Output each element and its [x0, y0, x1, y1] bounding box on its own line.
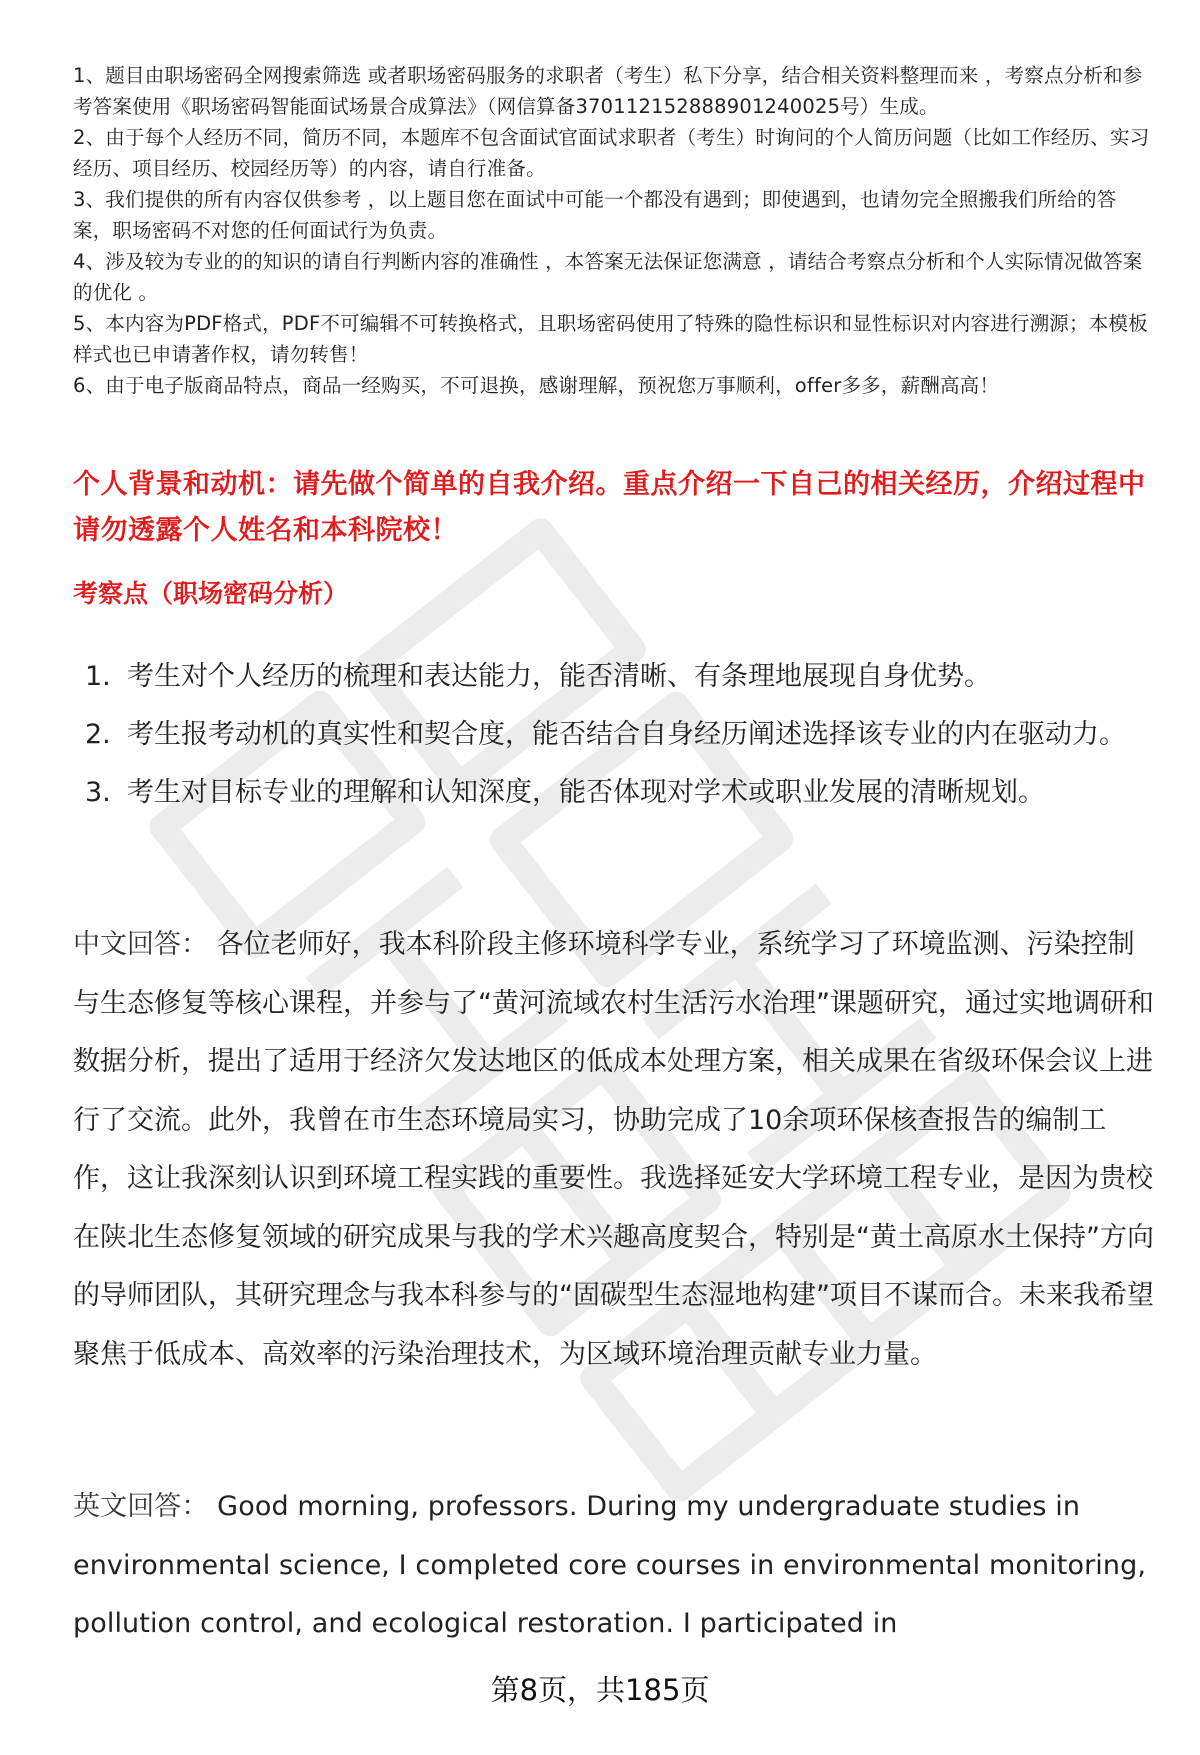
- english-answer: [73, 1478, 1155, 1654]
- note-item: 3、我们提供的所有内容仅供参考 ，以上题目您在面试中可能一个都没有遇到；即使遇到，也请勿完全照搬我们所给的答案，职场密码不对您的任何面试行为负责。: [73, 188, 1117, 242]
- chinese-answer-text: 各位老师好，我本科阶段主修环境科学专业，系统学习了环境监测、污染控制与生态修复等核心课程，并参与了“黄河流域农村生活污水治理”课题研究，通过实地调研和数据分析，提出了适用于经济欠发达地区的低成本处理方案，相关成果在省级环保会议上进行了交流。此外，我曾在市生态环境局实习，协助完成了10余项环保核查报告的编制工作，这让我深刻认识到环境工程实践的重要性。我选择延安大学环境工程专业，是因为贵校在陕北生态修复领域的研究成果与我的学术兴趣高度契合，特别是“黄土高原水土保持”方向的导师团队，其研究理念与我本科参与的“固碳型生态湿地构建”项目不谋而合。未来我希望聚焦于低成本、高效率的污染治理技术，为区域环境治理贡献专业力量。: [73, 929, 1154, 1370]
- note-item: 5、本内容为PDF格式，PDF不可编辑不可转换格式，且职场密码使用了特殊的隐性标识和显性标识对内容进行溯源；本模板样式也已申请著作权，请勿转售！: [73, 312, 1148, 366]
- analysis-title: 考察点（职场密码分析）: [73, 579, 349, 608]
- chinese-answer-label: 中文回答：: [73, 929, 208, 960]
- point-text: 考生对目标专业的理解和认知深度，能否体现对学术或职业发展的清晰规划。: [127, 777, 1045, 808]
- english-answer-label: 英文回答：: [73, 1491, 209, 1522]
- analysis-point: [73, 648, 1155, 706]
- point-text: 考生报考动机的真实性和契合度，能否结合自身经历阐述选择该专业的内在驱动力。: [127, 719, 1126, 750]
- note-item: 2、由于每个人经历不同，简历不同，本题库不包含面试官面试求职者（考生）时询问的个人简历问题（比如工作经历、实习经历、项目经历、校园经历等）的内容，请自行准备。: [73, 126, 1150, 180]
- point-number: 3.: [85, 777, 111, 808]
- analysis-points: [73, 648, 1155, 822]
- note-item: 6、由于电子版商品特点，商品一经购买，不可退换，感谢理解，预祝您万事顺利，offer多多，薪酬高高！: [73, 374, 1000, 397]
- english-answer-text: Good morning, professors. During my undergraduate studies in environmental science, I completed core courses in environmental monitoring, pollution control, and ecological restoration. I participated in: [73, 1491, 1147, 1639]
- point-number: 2.: [85, 719, 111, 750]
- chinese-answer: [73, 916, 1155, 1384]
- page-number: 第8页，共185页: [490, 1673, 710, 1707]
- note-item: 4、涉及较为专业的的知识的请自行判断内容的准确性 ，本答案无法保证您满意 ，请结合考察点分析和个人实际情况做答案的优化 。: [73, 250, 1143, 304]
- disclaimer-notes: [73, 60, 1155, 401]
- interview-question: 个人背景和动机：请先做个简单的自我介绍。重点介绍一下自己的相关经历，介绍过程中请勿透露个人姓名和本科院校！: [73, 469, 1146, 546]
- note-item: 1、题目由职场密码全网搜索筛选 或者职场密码服务的求职者（考生）私下分享，结合相关资料整理而来 ，考察点分析和参考答案使用《职场密码智能面试场景合成算法》（网信算备370112152888901240025号）生成。: [73, 64, 1143, 118]
- point-text: 考生对个人经历的梳理和表达能力，能否清晰、有条理地展现自身优势。: [127, 661, 991, 692]
- analysis-point: [73, 764, 1155, 822]
- point-number: 1.: [85, 661, 111, 692]
- analysis-point: [73, 706, 1155, 764]
